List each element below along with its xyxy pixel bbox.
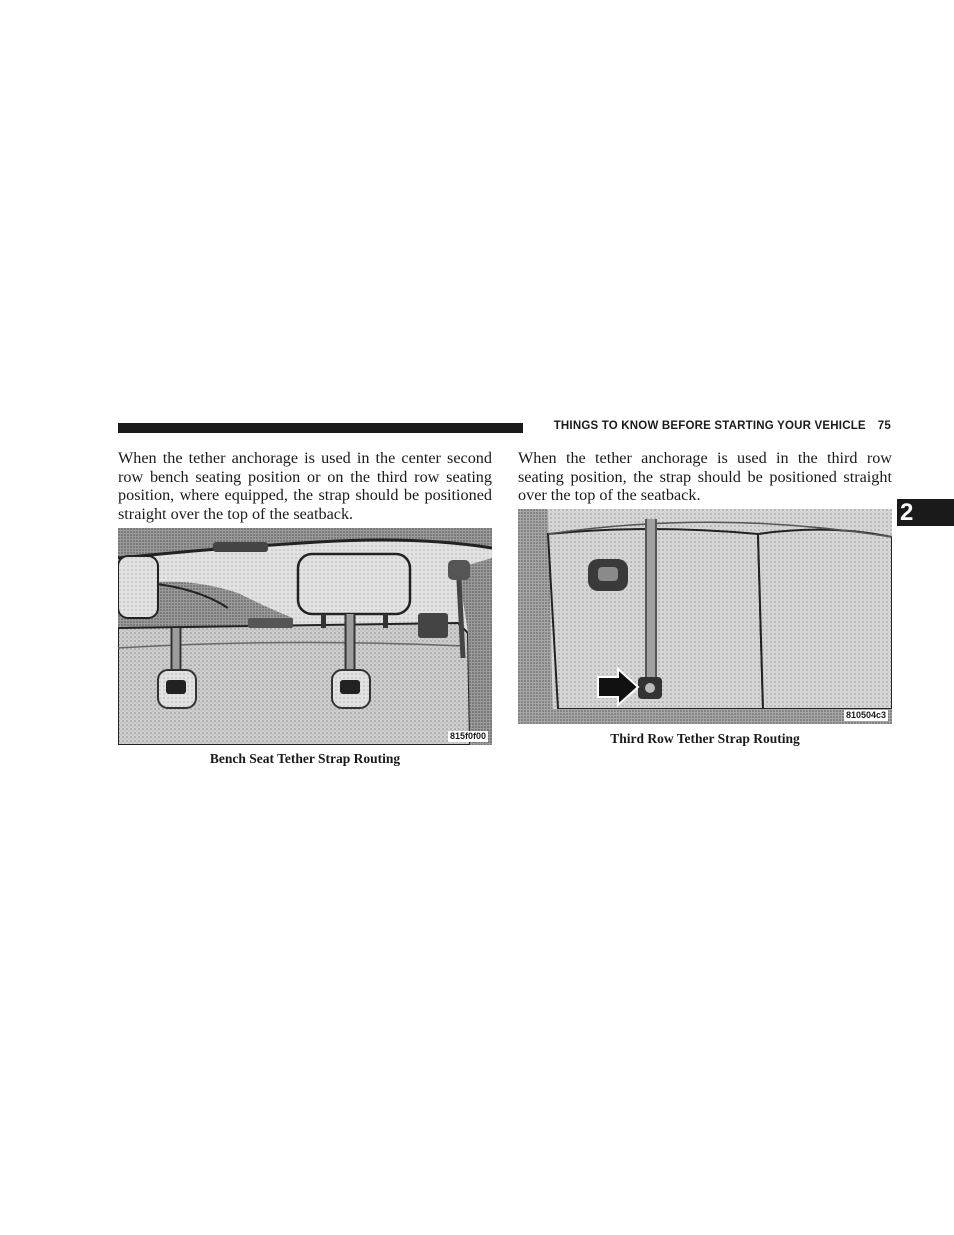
left-paragraph: When the tether anchorage is used in the center second row bench seating position or on the third row seating position, where equipped, the strap should be positioned straight over the top of the seatback. bbox=[118, 449, 492, 523]
running-header bbox=[533, 420, 891, 432]
bench-seat-illustration bbox=[118, 528, 492, 745]
page-number: 75 bbox=[877, 420, 891, 432]
header-rule bbox=[118, 423, 523, 433]
chapter-tab: 2 bbox=[897, 499, 954, 526]
right-figure-caption: Third Row Tether Strap Routing bbox=[610, 731, 800, 746]
figure-code: 810504c3 bbox=[845, 710, 886, 720]
third-row-illustration bbox=[518, 509, 892, 724]
figure-code: 815f0f00 bbox=[449, 731, 486, 741]
right-paragraph: When the tether anchorage is used in the third row seating position, the strap should be positioned straight over the top of the seatback. bbox=[518, 449, 892, 505]
third-row-drawing bbox=[518, 509, 892, 724]
left-figure-caption: Bench Seat Tether Strap Routing bbox=[209, 751, 401, 766]
section-title: THINGS TO KNOW BEFORE STARTING YOUR VEHICLE bbox=[553, 420, 866, 432]
bench-seat-drawing bbox=[118, 528, 492, 745]
